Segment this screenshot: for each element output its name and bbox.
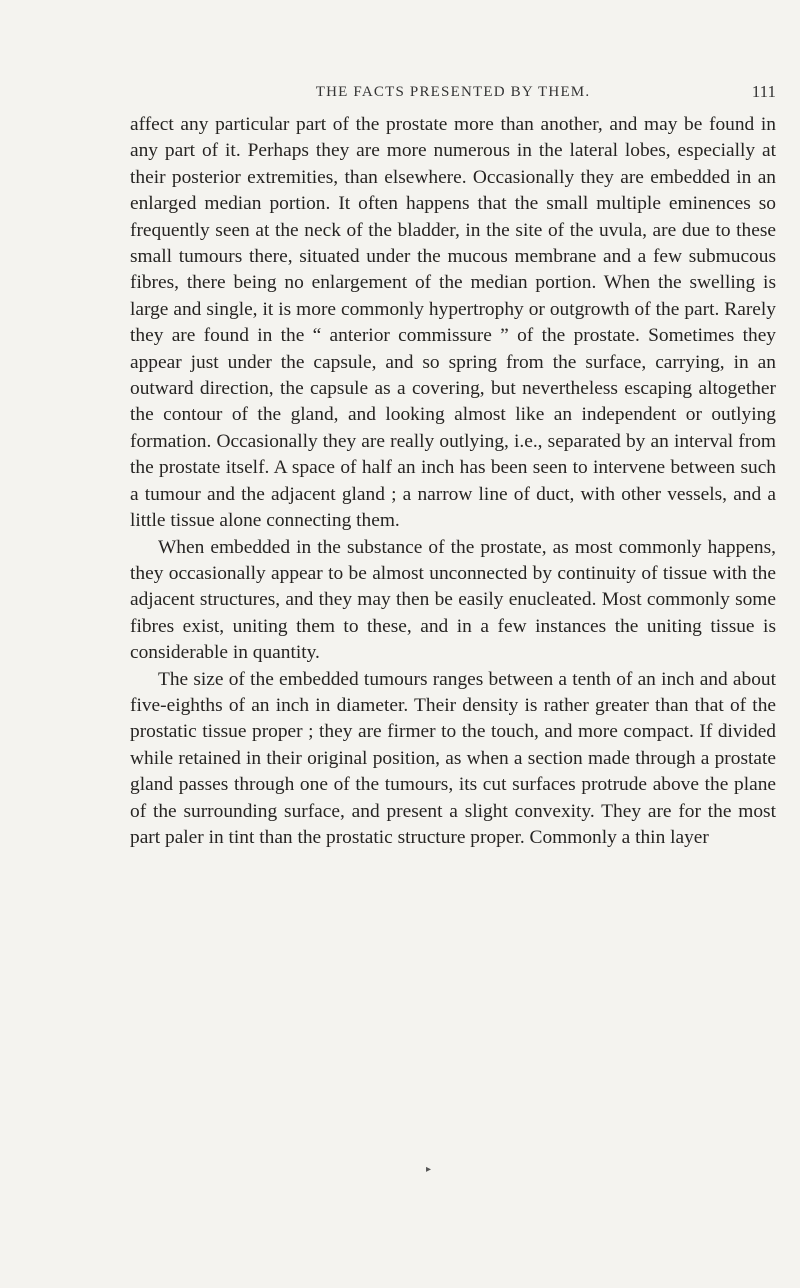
running-title: THE FACTS PRESENTED BY THEM. <box>315 84 591 100</box>
running-head <box>130 81 776 105</box>
printer-mark: ▸ <box>426 1164 432 1175</box>
body-text <box>130 112 776 851</box>
page-number: 111 <box>751 82 776 101</box>
paragraph-3: The size of the embedded tumours ranges between a tenth of an inch and about five-eighths of an inch in diameter. Their density is rather greater than that of the prostatic tissue proper ; they are firmer to the touch, and more compact. If divided while retained in their original position, as when a section made through a prostate gland passes through one of the tumours, its cut surfaces protrude above the plane of the surrounding surface, and present a slight convexity. They are for the most part paler in tint than the prostatic structure proper. Commonly a thin layer <box>130 668 776 848</box>
paragraph-2: When embedded in the substance of the prostate, as most commonly happens, they occasionally appear to be almost unconnected by continuity of tissue with the adjacent structures, and they may then be easily enucleated. Most commonly some fibres exist, uniting them to these, and in a few instances the uniting tissue is considerable in quantity. <box>130 536 776 664</box>
paragraph-1: affect any particular part of the prostate more than another, and may be found in any part of it. Perhaps they are more numerous in the lateral lobes, especially at their posterior extremities, than elsewhere. Occasionally they are embedded in an enlarged median portion. It often happens that the small multiple eminences so frequently seen at the neck of the bladder, in the site of the uvula, are due to these small tumours there, situated under the mucous membrane and a few submucous fibres, there being no enlargement of the median portion. When the swelling is large and single, it is more commonly hypertrophy or outgrowth of the part. Rarely they are found in the “ anterior commissure ” of the prostate. Sometimes they appear just under the capsule, and so spring from the surface, carrying, in an outward direction, the capsule as a covering, but nevertheless escaping altogether the contour of the gland, and looking almost like an independent or outlying formation. Occasionally they are really outlying, i.e., separated by an interval from the prostate itself. A space of half an inch has been seen to intervene between such a tumour and the adjacent gland ; a narrow line of duct, with other vessels, and a little tissue alone connecting them. <box>130 114 776 532</box>
